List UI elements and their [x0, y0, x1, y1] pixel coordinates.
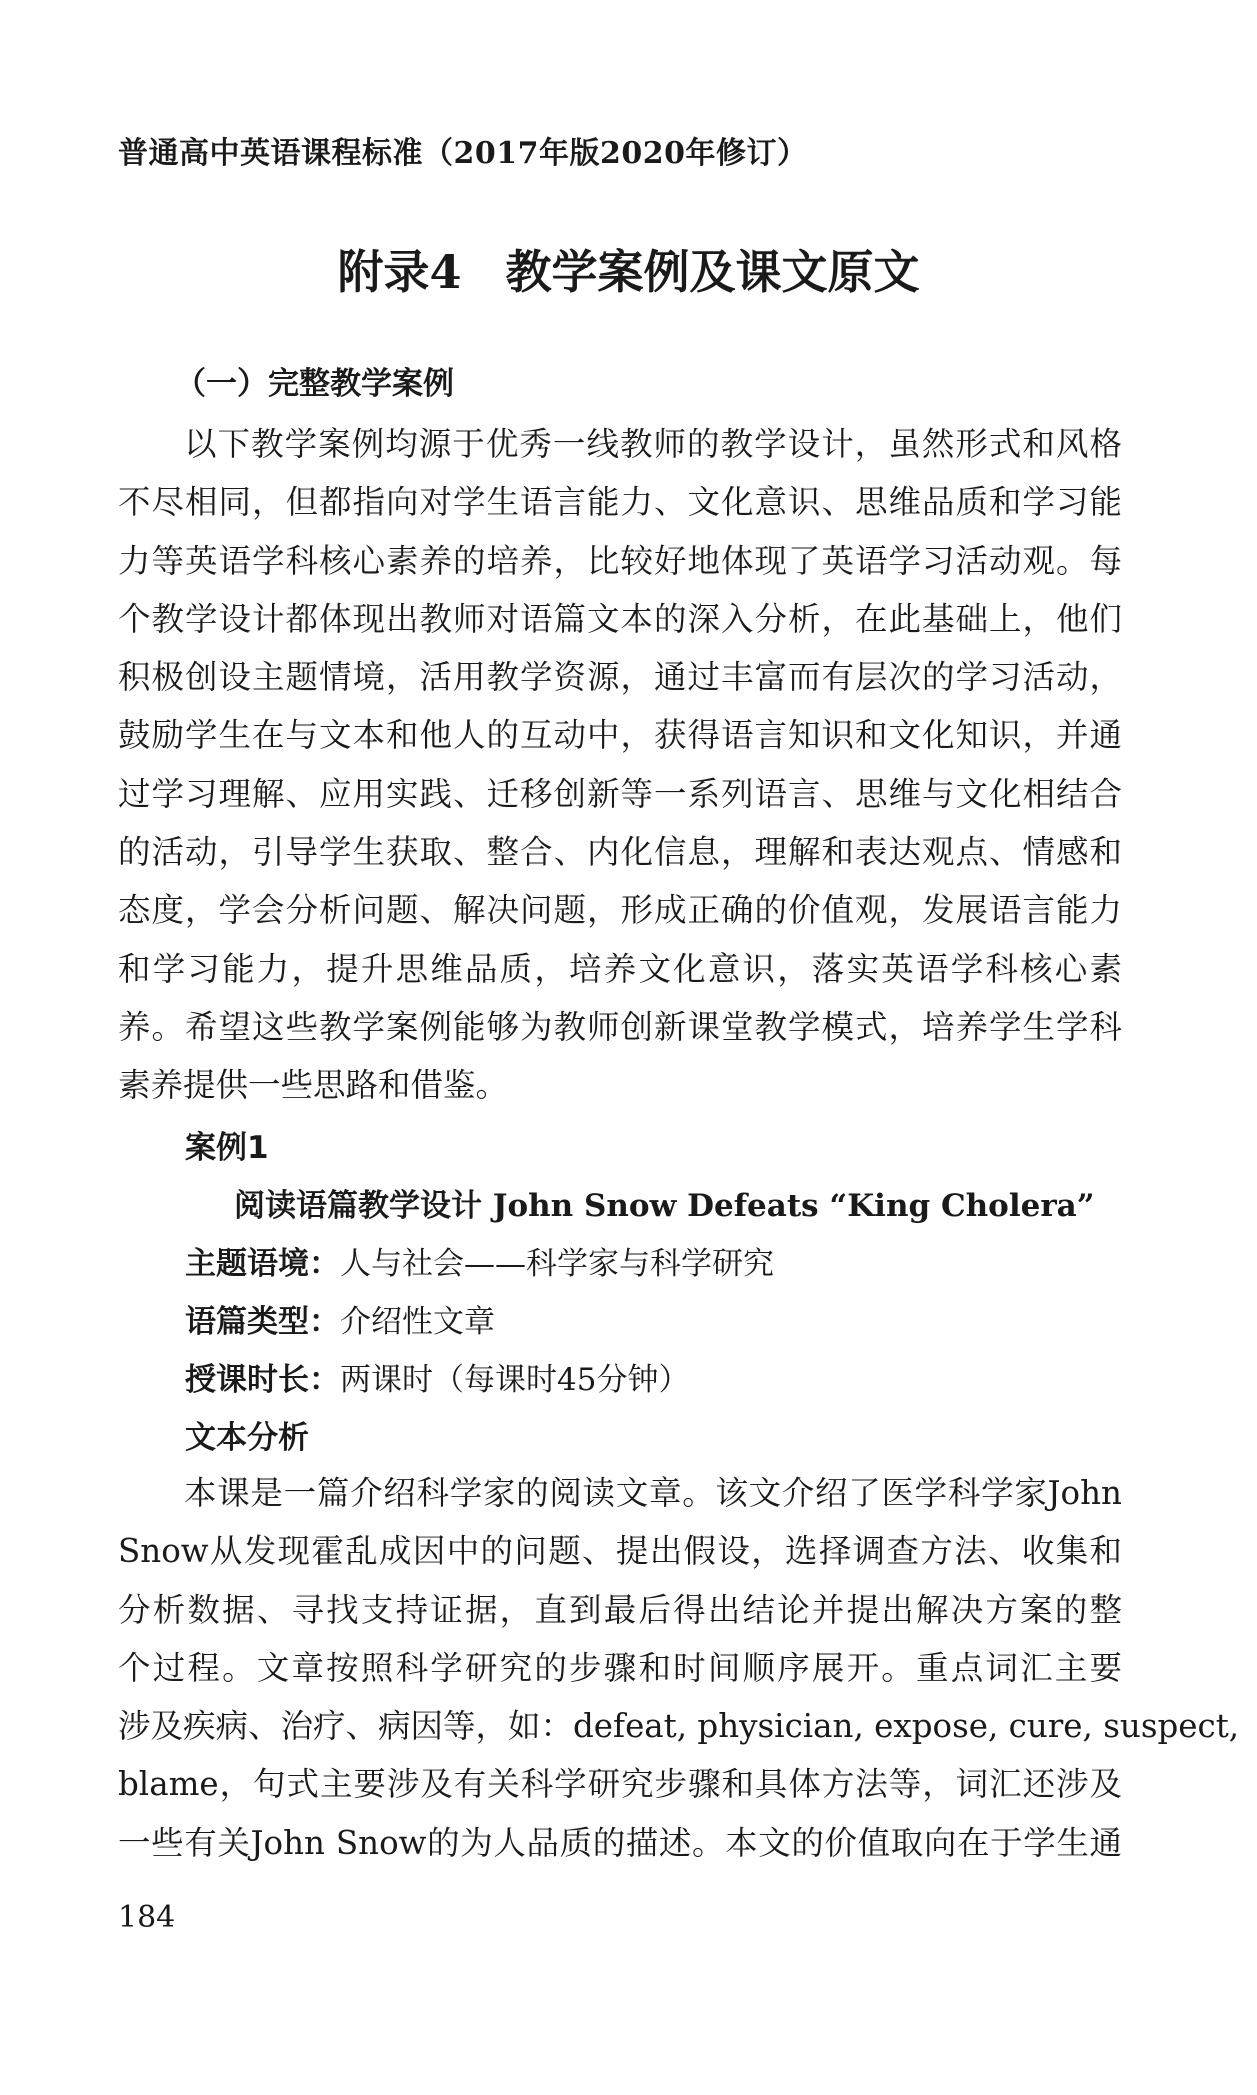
- analysis-paragraph: [118, 1464, 1240, 1872]
- paragraph-line: 养。希望这些教学案例能够为教师创新课堂教学模式，培养学生学科: [118, 1007, 1122, 1046]
- meta-key: 主题语境：: [185, 1246, 340, 1282]
- case-title: 阅读语篇教学设计 John Snow Defeats “King Cholera”: [234, 1188, 1095, 1224]
- paragraph-line: 鼓励学生在与文本和他人的互动中，获得语言知识和文化知识，并通: [118, 716, 1122, 755]
- case-label: 案例1: [185, 1130, 269, 1166]
- meta-value: 介绍性文章: [340, 1304, 495, 1340]
- paragraph-line: 涉及疾病、治疗、病因等，如：defeat, physician, expose, cure, suspect,: [118, 1707, 1240, 1746]
- paragraph-line: blame，句式主要涉及有关科学研究步骤和具体方法等，词汇还涉及: [118, 1765, 1122, 1804]
- paragraph-line: 的活动，引导学生获取、整合、内化信息，理解和表达观点、情感和: [118, 833, 1122, 872]
- paragraph-line: 和学习能力，提升思维品质，培养文化意识，落实英语学科核心素: [118, 949, 1122, 988]
- paragraph-line: 态度，学会分析问题、解决问题，形成正确的价值观，发展语言能力: [118, 891, 1122, 930]
- paragraph-line: Snow从发现霍乱成因中的问题、提出假设，选择调查方法、收集和: [118, 1532, 1122, 1571]
- paragraph-line: 素养提供一些思路和借鉴。: [118, 1066, 509, 1105]
- meta-duration: [185, 1354, 689, 1399]
- paragraph-line: 力等英语学科核心素养的培养，比较好地体现了英语学习活动观。每: [118, 541, 1122, 580]
- running-header: 普通高中英语课程标准（2017年版2020年修订）: [118, 136, 808, 171]
- page-number: 184: [118, 1900, 176, 1935]
- paragraph-line: 个教学设计都体现出教师对语篇文本的深入分析，在此基础上，他们: [118, 599, 1122, 638]
- paragraph-line: 个过程。文章按照科学研究的步骤和时间顺序展开。重点词汇主要: [118, 1648, 1122, 1687]
- paragraph-line: 积极创设主题情境，活用教学资源，通过丰富而有层次的学习活动，: [118, 658, 1122, 697]
- meta-value: 两课时（每课时45分钟）: [340, 1362, 690, 1398]
- paragraph-line: 不尽相同，但都指向对学生语言能力、文化意识、思维品质和学习能: [118, 483, 1122, 522]
- appendix-title-text: 教学案例及课文原文: [505, 245, 920, 299]
- meta-value: 人与社会——科学家与科学研究: [340, 1246, 774, 1282]
- paragraph-line: 一些有关John Snow的为人品质的描述。本文的价值取向在于学生通: [118, 1823, 1122, 1862]
- meta-key: 语篇类型：: [185, 1304, 340, 1340]
- appendix-title: [0, 236, 1257, 302]
- paragraph-line: 以下教学案例均源于优秀一线教师的教学设计，虽然形式和风格: [184, 425, 1122, 463]
- paragraph-line: 分析数据、寻找支持证据，直到最后得出结论并提出解决方案的整: [118, 1590, 1122, 1629]
- paragraph-line: 本课是一篇介绍科学家的阅读文章。该文介绍了医学科学家John: [184, 1474, 1122, 1512]
- meta-key: 授课时长：: [185, 1362, 340, 1398]
- appendix-number: 附录4: [337, 245, 462, 299]
- intro-paragraph: [118, 415, 1122, 1115]
- section-heading: （一）完整教学案例: [175, 366, 454, 402]
- meta-text-type: [185, 1296, 495, 1341]
- paragraph-line: 过学习理解、应用实践、迁移创新等一系列语言、思维与文化相结合: [118, 774, 1122, 813]
- analysis-heading: 文本分析: [185, 1420, 309, 1456]
- meta-topic-context: [185, 1238, 774, 1283]
